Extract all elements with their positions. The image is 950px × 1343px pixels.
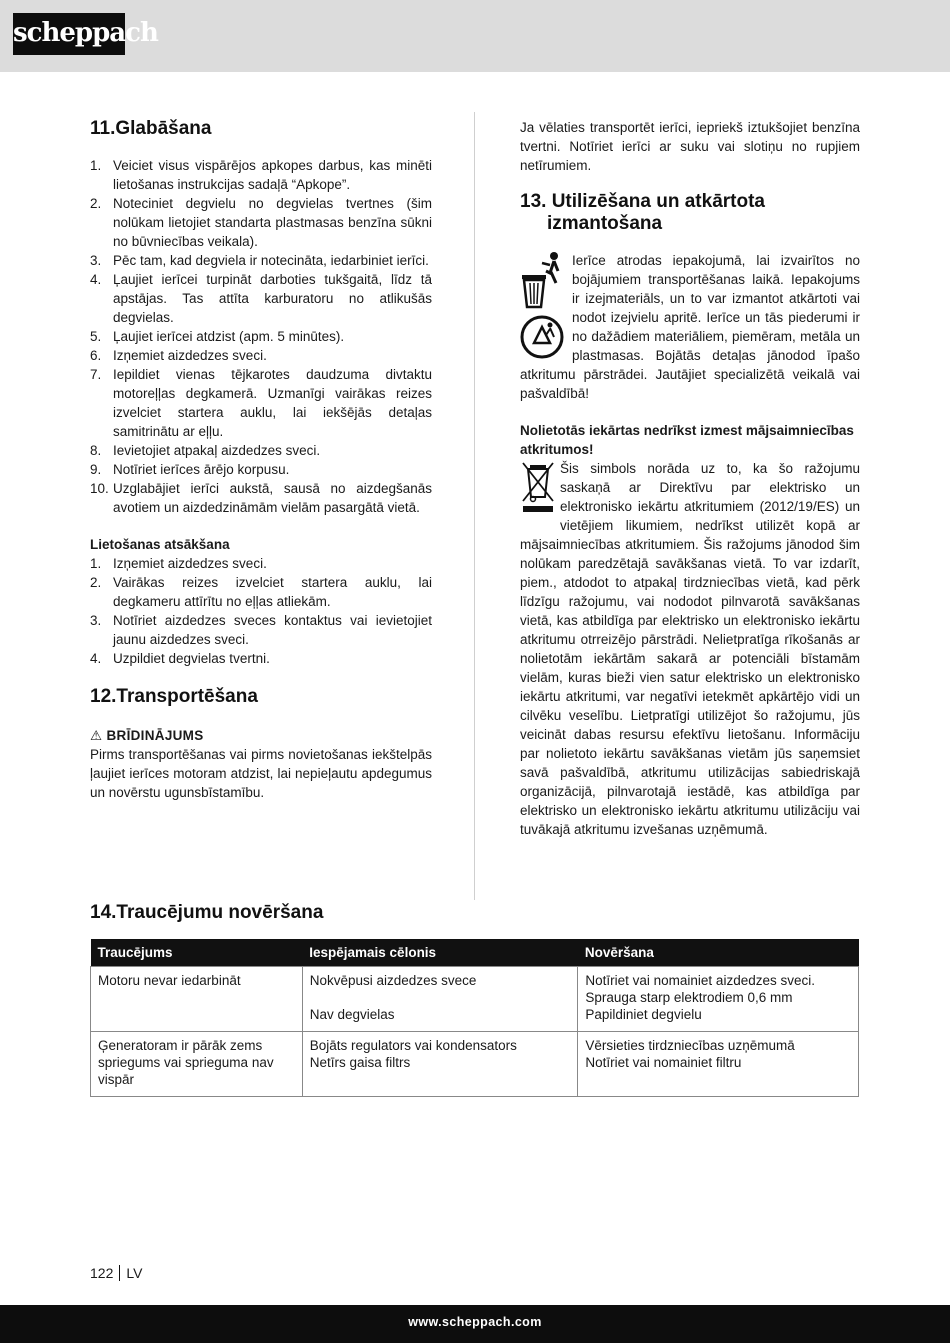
fault-cell: Motoru nevar iedarbināt — [91, 966, 303, 1031]
website-link[interactable]: www.scheppach.com — [408, 1315, 542, 1329]
column-divider — [474, 112, 475, 900]
header-bar — [0, 0, 950, 72]
column-header: Iespējamais cēlonis — [302, 939, 578, 966]
crossed-bin-icon — [520, 459, 556, 515]
column-header: Novēršana — [578, 939, 859, 966]
section-12-title: 12.Transportēšana — [90, 686, 258, 707]
section-11-title: 11.Glabāšana — [90, 118, 212, 139]
list-item: 1. Izņemiet aizdedzes sveci. — [90, 556, 267, 571]
trash-bin-icon — [520, 251, 568, 359]
packaging-text: Ierīce atrodas iepakojumā, lai izvairītos no bojājumiem transportēšanas laikā. Iepakojums ir izejmateriāls, un to var izmantot atkārtoti vai nodot izejvielu apritē. Ierīce un tās piederumi ir no dažādiem materiāliem, piemēram, metāla un plastmasas. Bojātās detaļas jānodod īpašo atkritumu pārstrādei. Jautājiet specializētā veikalā vai pašvaldībā! — [520, 253, 860, 401]
list-item: 4. Uzpildiet degvielas tvertni. — [90, 651, 270, 666]
list-item: 1. Veiciet visus vispārējos apkopes darbus, kas minēti lietošanas instrukcijas sadaļā “Apkope”. — [90, 158, 432, 192]
list-item: 6. Izņemiet aizdedzes sveci. — [90, 348, 267, 363]
list-item: 3. Notīriet aizdedzes sveces kontaktus vai ievietojiet jaunu aizdedzes sveci. — [90, 613, 432, 647]
storage-steps-list — [90, 156, 432, 517]
list-item: 8. Ievietojiet atpakaļ aizdedzes sveci. — [90, 443, 321, 458]
fix-cell: Notīriet vai nomainiet aizdedzes sveci. Sprauga starp elektrodiem 0,6 mm Papildiniet degvielu — [578, 966, 859, 1031]
cause-cell: Bojāts regulators vai kondensators Netīrs gaisa filtrs — [302, 1031, 578, 1096]
list-item: 5. Ļaujiet ierīcei atdzist (apm. 5 minūtes). — [90, 329, 345, 344]
page-number: 122 LV — [90, 1265, 143, 1281]
resume-steps-list — [90, 554, 432, 668]
fault-cell: Ģeneratoram ir pārāk zems spriegums vai sprieguma nav vispār — [91, 1031, 303, 1096]
section-13-title: 13. Utilizēšana un atkārtota izmantošana — [520, 191, 765, 234]
list-item: 2. Noteciniet degvielu no degvielas tvertnes (šim nolūkam lietojiet standarta plastmasas benzīna sūkni no būvniecības veikala). — [90, 196, 432, 249]
cause-cell: Nokvēpusi aizdedzes svece Nav degvielas — [302, 966, 578, 1031]
list-item: 7. Iepildiet vienas tējkarotes daudzuma divtaktu motoreļļas degkamerā. Uzmanīgi vairākas reizes izvelciet startera auklu, lai iekšējās detaļas samitrinātu ar eļļu. — [90, 367, 432, 439]
weee-heading: Nolietotās iekārtas nedrīkst izmest mājsaimniecības atkritumos! — [520, 423, 854, 457]
resume-heading: Lietošanas atsākšana — [90, 537, 230, 552]
warning-text: Pirms transportēšanas vai pirms novietošanas iekštelpās ļaujiet ierīces motoram atdzist, lai nepieļautu apdegumus un novērstu ugunsbīstamību. — [90, 747, 432, 800]
left-column — [90, 118, 432, 802]
scheppach-logo: scheppach — [13, 13, 125, 55]
section-14-title: 14.Traucējumu novēršana — [90, 902, 324, 923]
table-header-row — [91, 939, 859, 966]
list-item: 10. Uzglabājiet ierīci aukstā, sausā no aizdegšanās avotiem un aizdedzināmām vielām pasargātā vietā. — [90, 481, 432, 515]
weee-block — [520, 459, 860, 839]
column-header: Traucējums — [91, 939, 303, 966]
packaging-block — [520, 251, 860, 403]
list-item: 4. Ļaujiet ierīcei turpināt darboties tukšgaitā, līdz tā apstājas. Tas attīta karburatoru no atlikušās degvielas. — [90, 272, 432, 325]
troubleshooting-table — [90, 939, 859, 1097]
transport-continued-text: Ja vēlaties transportēt ierīci, iepriekš iztukšojiet benzīna tvertni. Notīriet ierīci ar suku vai slotiņu no rupjiem netīrumiem. — [520, 120, 860, 173]
footer-bar — [0, 1305, 950, 1343]
recycle-icon — [522, 317, 562, 357]
weee-icon-wrap — [520, 459, 560, 517]
list-item: 2. Vairākas reizes izvelciet startera auklu, lai degkameru attīrītu no eļļas atliekām. — [90, 575, 432, 609]
table-row — [91, 966, 859, 1031]
list-item: 3. Pēc tam, kad degviela ir notecināta, iedarbiniet ierīci. — [90, 253, 429, 268]
right-column — [520, 118, 860, 839]
list-item: 9. Notīriet ierīces ārējo korpusu. — [90, 462, 290, 477]
warning-icon: ⚠ — [90, 728, 103, 743]
warning-heading: ⚠ BRĪDINĀJUMS — [90, 728, 204, 743]
disposal-icons — [520, 251, 572, 363]
fix-cell: Vērsieties tirdzniecības uzņēmumā Notīriet vai nomainiet filtru — [578, 1031, 859, 1096]
table-row — [91, 1031, 859, 1096]
weee-text: Šis simbols norāda uz to, ka šo ražojumu saskaņā ar Direktīvu par elektrisko un elektronisko iekārtu atkritumiem (2012/19/ES) un vietējiem likumiem, nedrīkst utilizēt kopā ar mājsaimniecības atkritumiem. Šis ražojums jānodod šim nolūkam paredzētajā savākšanas vietā. To var izdarīt, piem., atdodot to atpakaļ tirdzniecības vietā, kad pērk līdzīgu ražojumu, vai nododot pilnvarotā savākšanas vietā, kas atbildīga par elektrisko un elektronisko iekārtu atkritumu otrreizējo pārstrādi. Nelietpratīga rīkošanās ar nolietotām iekārtām sakarā ar potenciāli bīstamām vielām, kuras bieži vien satur elektrisko un elektronisko iekārtu atkritumi, var negatīvi ietekmēt apkārtējo vidi un cilvēku veselību. Lietpratīgi utilizējot šo ražojumu, jūs veicināt dabas resursu efektīvu lietošanu. Informāciju par nolietoto iekārtu savākšanas vietām jūs saņemsiet savā pašvaldībā, atkritumu utilizācijas sabiedriskajā organizācijā, pilnvarotajā iestādē, kas atbildīga par elektrisko un elektronisko iekārtu atkritumu utilizāciju vai tuvākajā atkritumu izvešanas uzņēmumā. — [520, 461, 860, 837]
